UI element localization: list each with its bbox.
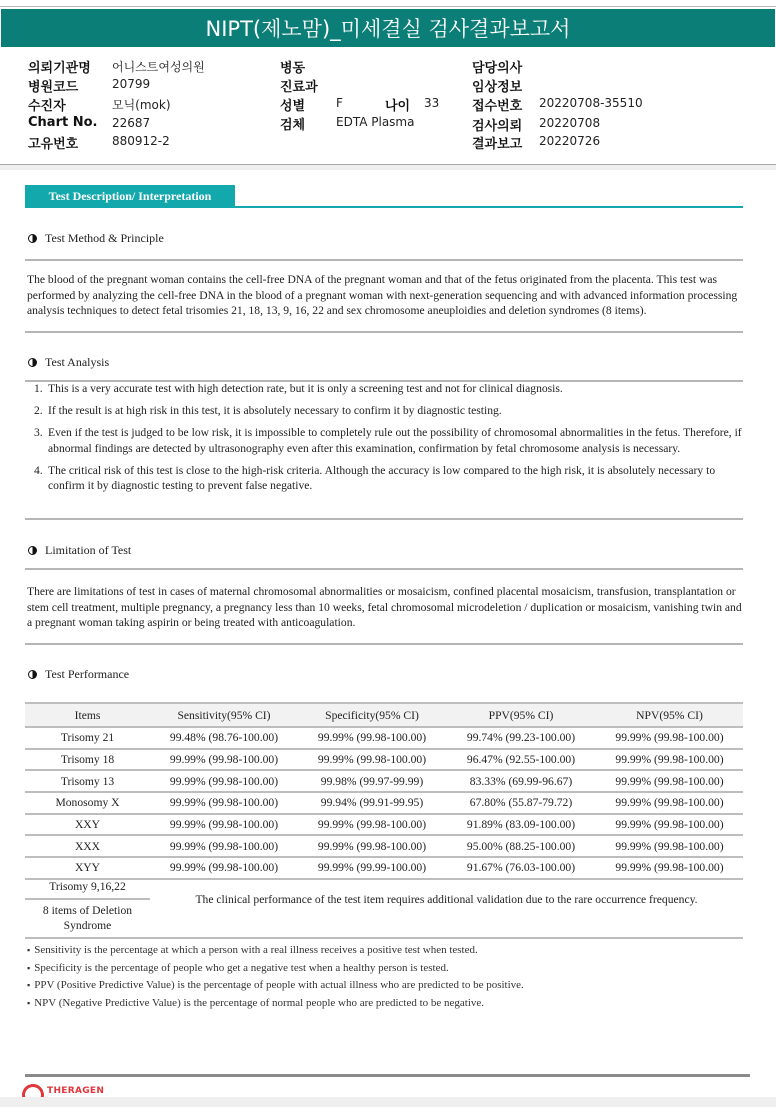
table-cell: 99.99% (99.98-100.00) — [596, 835, 743, 857]
table-cell: Monosomy X — [25, 792, 150, 814]
section-heading-text: Test Analysis — [45, 355, 110, 369]
info-value: F — [336, 96, 343, 110]
info-label: 성별 — [280, 99, 306, 114]
definition-item: ▪ NPV (Negative Predictive Value) is the percentage of normal people who are predicted to be negative. — [27, 995, 524, 1013]
analysis-list — [27, 381, 743, 500]
info-label: 의뢰기관명 — [28, 61, 91, 76]
item-text: If the result is at high risk in this test, it is absolutely necessary to confirm it by diagnostic testing. — [48, 404, 502, 417]
half-circle-icon — [28, 670, 37, 679]
table-cell: 91.89% (83.09-100.00) — [446, 814, 596, 836]
info-label: 담당의사 — [472, 61, 523, 76]
extra-item: Trisomy 9,16,22 — [49, 880, 126, 893]
definition-item: ▪ Sensitivity is the percentage at which a person with a real illness receives a positive test when tested. — [27, 942, 524, 960]
analysis-item — [27, 381, 743, 397]
info-label: 나이 — [385, 99, 411, 114]
item-text: This is a very accurate test with high detection rate, but it is only a screening test and not for clinical diagnosis. — [48, 382, 563, 395]
section-heading-method — [28, 231, 164, 246]
column-header: Sensitivity(95% CI) — [150, 703, 298, 727]
page-bottom-band — [0, 1097, 776, 1107]
info-value: EDTA Plasma — [336, 115, 415, 129]
table-cell: 83.33% (69.99-96.67) — [446, 770, 596, 792]
analysis-item — [27, 425, 743, 456]
info-label: 진료과 — [280, 80, 318, 95]
section-heading-limitation — [28, 543, 131, 558]
divider — [25, 643, 743, 645]
table-cell: 96.47% (92.55-100.00) — [446, 749, 596, 771]
table-cell: 99.94% (99.91-99.95) — [298, 792, 446, 814]
table-cell: 99.99% (99.98-100.00) — [596, 749, 743, 771]
info-label: 접수번호 — [472, 99, 523, 114]
info-label: 병원코드 — [28, 80, 79, 95]
info-label: 검체 — [280, 118, 306, 133]
additional-validation-block — [25, 877, 743, 939]
item-number: 1. — [34, 382, 43, 395]
analysis-item — [27, 403, 743, 419]
table-cell: 99.98% (99.97-99.99) — [298, 770, 446, 792]
table-cell: 99.99% (99.98-100.00) — [150, 770, 298, 792]
half-circle-icon — [28, 358, 37, 367]
table-cell: 99.48% (98.76-100.00) — [150, 727, 298, 749]
info-label: Chart No. — [28, 115, 98, 130]
table-header-row — [25, 703, 743, 727]
top-border — [0, 0, 776, 7]
table-cell: 99.74% (99.23-100.00) — [446, 727, 596, 749]
table-cell: Trisomy 21 — [25, 727, 150, 749]
section-tab-underline — [25, 206, 743, 208]
table-cell: 99.99% (99.98-100.00) — [150, 857, 298, 879]
patient-info — [0, 52, 776, 152]
table-row — [25, 835, 743, 857]
section-tab-label: Test Description/ Interpretation — [48, 189, 212, 203]
table-cell: 99.99% (99.98-100.00) — [150, 749, 298, 771]
performance-table — [25, 702, 743, 880]
report-title-bar — [1, 9, 775, 47]
table-cell: XXY — [25, 814, 150, 836]
table-cell: 99.99% (99.98-100.00) — [596, 857, 743, 879]
table-cell: 95.00% (88.25-100.00) — [446, 835, 596, 857]
divider-band — [0, 165, 776, 170]
divider — [25, 898, 150, 900]
limitation-text: There are limitations of test in cases of maternal chromosomal abnormalities or mosaicism, confined placental mosaicism, transfusion, transplantation or stem cell treatment, multiple pregnancy, a pregnancy less than 10 weeks, fetal chromosomal microdeletion / duplication or mosaicism, vanishing twin and a pregnant woman taking aspirin or being treated with anticoagulation. — [27, 585, 742, 629]
table-cell: 91.67% (76.03-100.00) — [446, 857, 596, 879]
analysis-item — [27, 463, 743, 494]
half-circle-icon — [28, 234, 37, 243]
info-label: 병동 — [280, 61, 306, 76]
info-value: 어니스트여성의원 — [112, 60, 205, 74]
table-row — [25, 814, 743, 836]
column-header: Items — [25, 703, 150, 727]
table-cell: 99.99% (99.98-100.00) — [150, 835, 298, 857]
table-cell: 99.99% (99.99-100.00) — [298, 857, 446, 879]
footer-divider — [25, 1074, 750, 1077]
table-cell: Trisomy 13 — [25, 770, 150, 792]
info-value: 20220726 — [539, 134, 601, 148]
half-circle-icon — [28, 546, 37, 555]
item-text: The critical risk of this test is close to the high-risk criteria. Although the accuracy is low compared to the high risk, it is absolutely necessary to confirm it by diagnostic testing to prevent false negative. — [48, 463, 716, 492]
section-heading-text: Test Method & Principle — [45, 231, 164, 245]
info-value: 22687 — [112, 116, 151, 130]
table-cell: 99.99% (99.98-100.00) — [596, 727, 743, 749]
table-cell: 99.99% (99.98-100.00) — [596, 770, 743, 792]
divider — [25, 259, 743, 261]
validation-note: The clinical performance of the test item requires additional validation due to the rare occurrence frequency. — [195, 893, 698, 906]
column-header: NPV(95% CI) — [596, 703, 743, 727]
section-heading-performance — [28, 667, 129, 682]
table-cell: XXX — [25, 835, 150, 857]
section-heading-analysis — [28, 355, 109, 370]
divider — [25, 518, 743, 520]
info-label: 결과보고 — [472, 137, 523, 152]
column-header: Specificity(95% CI) — [298, 703, 446, 727]
table-cell: 99.99% (99.98-100.00) — [150, 792, 298, 814]
table-row — [25, 749, 743, 771]
info-label: 임상정보 — [472, 80, 523, 95]
info-value: 모닉(mok) — [112, 98, 171, 112]
definition-item: ▪ Specificity is the percentage of people who get a negative test when a healthy person is tested. — [27, 960, 524, 978]
table-cell: 99.99% (99.98-100.00) — [298, 835, 446, 857]
info-value: 20220708-35510 — [539, 96, 643, 110]
info-value: 20799 — [112, 77, 151, 91]
logo-text: THERAGEN — [47, 1086, 105, 1096]
info-label: 검사의뢰 — [472, 119, 523, 134]
definitions-list — [27, 942, 524, 1013]
section-heading-text: Limitation of Test — [45, 543, 132, 557]
item-number: 3. — [34, 426, 43, 439]
table-row — [25, 770, 743, 792]
table-cell: 99.99% (99.98-100.00) — [298, 749, 446, 771]
divider — [25, 568, 743, 570]
item-text: Even if the test is judged to be low risk, it is impossible to completely rule out the possibility of chromosomal abnormalities in the fetus. Therefore, if abnormal findings are detected by ultrasonography even after this examination, confirmation by fetal chromosome analysis is necessary. — [48, 426, 742, 455]
info-label: 고유번호 — [28, 137, 79, 152]
table-cell: 99.99% (99.98-100.00) — [150, 814, 298, 836]
method-text: The blood of the pregnant woman contains the cell-free DNA of the pregnant woman and that of the fetus originated from the placenta. This test was performed by analyzing the cell-free DNA in the blood of a pregnant woman with next-generation sequencing and with advanced information processing analysis techniques to detect fetal trisomies 21, 18, 13, 9, 16, 22 and sex chromosome aneuploidies and deletion syndromes (8 items). — [27, 273, 738, 317]
section-tab-description — [25, 185, 235, 208]
info-value: 33 — [424, 96, 440, 110]
table-cell: 99.99% (99.98-100.00) — [298, 727, 446, 749]
item-number: 4. — [34, 463, 43, 477]
table-cell: 67.80% (55.87-79.72) — [446, 792, 596, 814]
extra-item: 8 items of Deletion Syndrome — [42, 904, 133, 932]
table-row — [25, 727, 743, 749]
table-cell: 99.99% (99.98-100.00) — [596, 792, 743, 814]
info-label: 수진자 — [28, 99, 66, 114]
divider — [25, 331, 743, 333]
table-cell: Trisomy 18 — [25, 749, 150, 771]
table-cell: 99.99% (99.98-100.00) — [298, 814, 446, 836]
column-header: PPV(95% CI) — [446, 703, 596, 727]
info-value: 20220708 — [539, 116, 601, 130]
table-cell: XYY — [25, 857, 150, 879]
section-heading-text: Test Performance — [45, 667, 130, 681]
item-number: 2. — [34, 404, 43, 417]
table-row — [25, 792, 743, 814]
table-cell: 99.99% (99.98-100.00) — [596, 814, 743, 836]
report-title: NIPT(제노맘)_미세결실 검사결과보고서 — [205, 17, 571, 41]
info-value: 880912-2 — [112, 134, 170, 148]
definition-item: ▪ PPV (Positive Predictive Value) is the percentage of people with actual illness who are predicted to be positive. — [27, 977, 524, 995]
table-row — [25, 857, 743, 879]
